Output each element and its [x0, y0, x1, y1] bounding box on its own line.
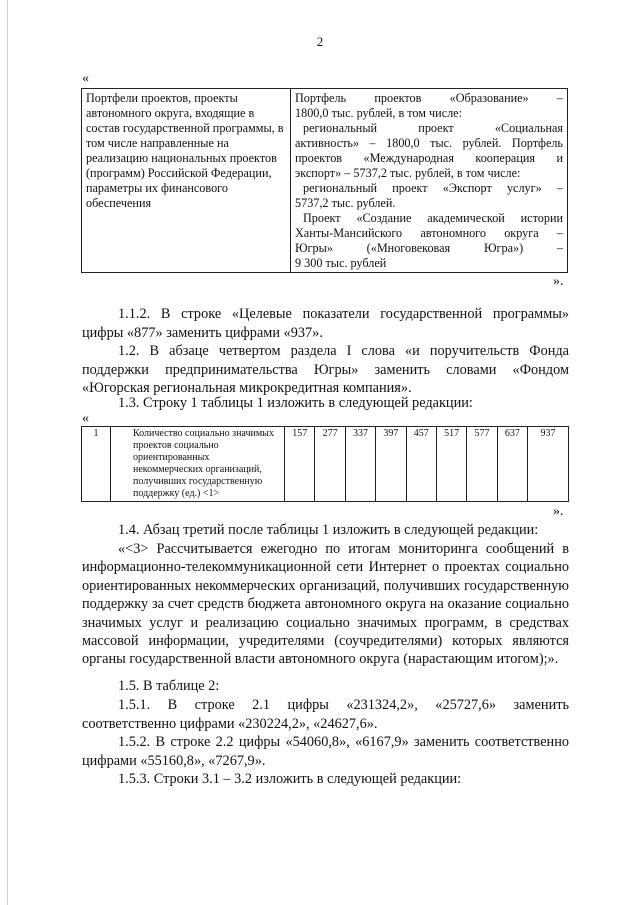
- right-line: Проект «Создание академической истории: [303, 211, 563, 225]
- paragraph-1-3: 1.3. Строку 1 таблицы 1 изложить в следующей редакции:: [118, 395, 473, 411]
- value-cell: 937: [528, 427, 569, 502]
- paragraph-1-5-3: 1.5.3. Строки 3.1 – 3.2 изложить в следующей редакции:: [118, 771, 462, 787]
- page-edge-line: [7, 0, 8, 905]
- value-cell: 277: [315, 427, 345, 502]
- right-line: 9 300 тыс. рублей: [295, 256, 387, 270]
- value-cell: 337: [345, 427, 375, 502]
- quote-open-2: «: [82, 411, 89, 426]
- paragraph-1-2: 1.2. В абзаце четвертом раздела I слова «и поручительств Фонда поддержки предпринимательства Югры» заменить словами «Фондом «Югорская региональная микрокредитная компания».: [82, 343, 569, 396]
- paragraph-1-1-2: 1.1.2. В строке «Целевые показатели государственной программы» цифры «877» заменить цифрами «937».: [82, 306, 569, 341]
- indicator-name: Количество социально значимых проектов социально ориентированных некоммерческих организаций, получивших государственную поддержку (ед.) <1>: [111, 427, 285, 502]
- right-line: Ханты-Мансийского автономного округа –: [295, 226, 563, 240]
- paragraph-1-4: 1.4. Абзац третий после таблицы 1 изложить в следующей редакции:: [118, 522, 539, 538]
- value-cell: 637: [497, 427, 527, 502]
- value-cell: 397: [376, 427, 406, 502]
- paragraph-1-4-text: «<3> Рассчитывается ежегодно по итогам мониторинга сообщений в информационно-телекоммуникационной сети Интернет о проектах социально ориентированных некоммерческих организаций, получивших государственную поддержку за счет средств бюджета автономного округа на оказание социально значимых услуг и реализацию социально значимых программ, в средствах массовой информации, учредителями (соучредителями) которых являются органы государственной власти автономного округа (нарастающим итогом);».: [82, 541, 569, 668]
- right-line: 1800,0 тыс. рублей, в том числе:: [295, 106, 462, 120]
- page-number: 2: [316, 34, 324, 49]
- value-cell: 457: [406, 427, 436, 502]
- indicator-table: [81, 426, 569, 502]
- paragraph-1-5: 1.5. В таблице 2:: [118, 678, 220, 694]
- projects-table-left-cell: Портфели проектов, проекты автономного округа, входящие в состав государственной программы, в том числе направленные на реализацию национальных проектов (программ) Российской Федерации, параметры их финансового обеспечения: [82, 89, 291, 273]
- right-line: 5737,2 тыс. рублей.: [295, 196, 396, 210]
- value-cell: 577: [467, 427, 497, 502]
- row-number: 1: [82, 427, 111, 502]
- right-line: региональный проект «Социальная: [303, 121, 563, 135]
- projects-table: [81, 88, 568, 273]
- paragraph-1-5-2: 1.5.2. В строке 2.2 цифры «54060,8», «6167,9» заменить соответственно цифрами «55160,8», «7267,9».: [82, 734, 569, 769]
- right-line: экспорт» – 5737,2 тыс. рублей, в том числе:: [295, 166, 521, 180]
- value-cell: 517: [436, 427, 466, 502]
- right-line: региональный проект «Экспорт услуг» –: [303, 181, 563, 195]
- projects-table-right-cell: [291, 89, 568, 273]
- right-line: Югры» («Многовековая Югра») –: [295, 241, 563, 255]
- value-cell: 157: [285, 427, 315, 502]
- right-line: проектов «Международная кооперация и: [295, 151, 563, 165]
- paragraph-1-5-1: 1.5.1. В строке 2.1 цифры «231324,2», «25727,6» заменить соответственно цифрами «230224,2», «24627,6».: [82, 697, 569, 732]
- quote-close-1: ».: [553, 274, 564, 289]
- right-line: Портфель проектов «Образование» –: [295, 91, 563, 105]
- right-line: активность» – 1800,0 тыс. рублей. Портфель: [295, 136, 563, 150]
- quote-close-2: ».: [553, 504, 564, 519]
- table-row: [82, 427, 569, 502]
- quote-open-1: «: [82, 71, 89, 86]
